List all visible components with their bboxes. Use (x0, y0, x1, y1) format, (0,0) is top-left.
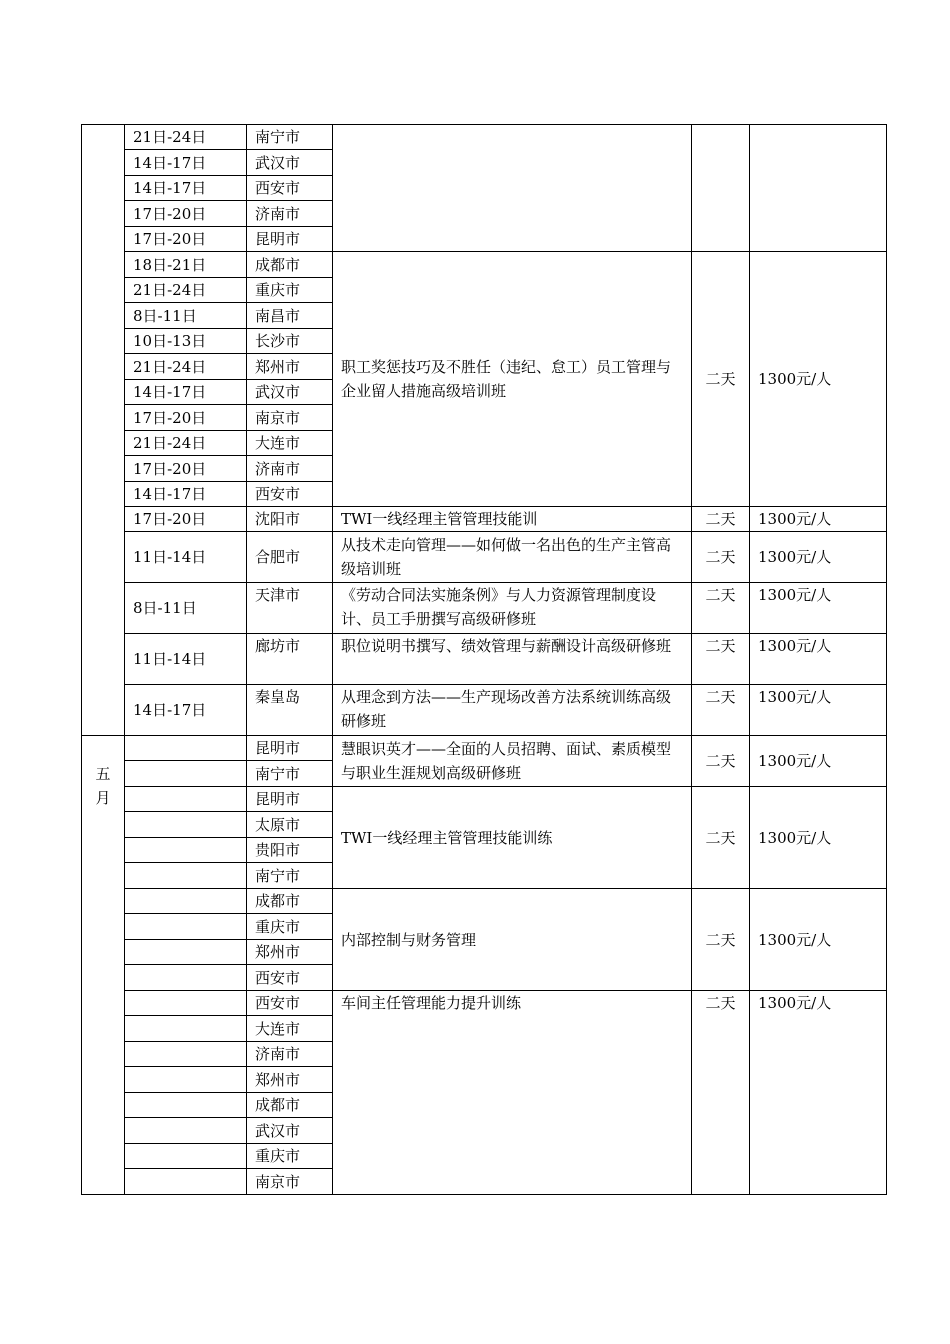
city-cell: 郑州市 (247, 354, 333, 380)
city-cell: 贵阳市 (247, 838, 333, 863)
city-cell: 大连市 (247, 431, 333, 456)
table-row (82, 532, 887, 583)
city-cell: 南昌市 (247, 303, 333, 329)
date-cell: 18日-21日 (125, 252, 247, 278)
duration-cell: 二天 (692, 507, 750, 532)
date-cell (125, 1093, 247, 1118)
duration-cell: 二天 (692, 685, 750, 736)
date-cell (125, 965, 247, 991)
table-row (82, 685, 887, 736)
date-cell (125, 761, 247, 787)
date-cell: 14日-17日 (125, 380, 247, 405)
city-cell: 西安市 (247, 991, 333, 1016)
date-cell: 21日-24日 (125, 354, 247, 380)
date-cell (125, 1144, 247, 1169)
date-cell: 11日-14日 (125, 634, 247, 685)
date-cell: 11日-14日 (125, 532, 247, 583)
course-title-cell (333, 125, 692, 252)
date-cell: 14日-17日 (125, 482, 247, 507)
city-cell: 重庆市 (247, 278, 333, 303)
table-row (82, 991, 887, 1016)
city-cell: 合肥市 (247, 532, 333, 583)
date-cell: 17日-20日 (125, 201, 247, 227)
date-cell: 8日-11日 (125, 583, 247, 634)
course-title-cell: 职位说明书撰写、绩效管理与薪酬设计高级研修班 (333, 634, 692, 685)
month-cell (82, 125, 125, 736)
duration-cell: 二天 (692, 991, 750, 1195)
date-cell: 17日-20日 (125, 456, 247, 482)
city-cell: 济南市 (247, 1042, 333, 1067)
price-cell: 1300元/人 (750, 991, 887, 1195)
date-cell: 21日-24日 (125, 125, 247, 150)
date-cell (125, 863, 247, 889)
price-cell: 1300元/人 (750, 532, 887, 583)
date-cell (125, 736, 247, 761)
city-cell: 成都市 (247, 1093, 333, 1118)
course-title-cell: 从技术走向管理——如何做一名出色的生产主管高级培训班 (333, 532, 692, 583)
table-row (82, 252, 887, 278)
date-cell: 14日-17日 (125, 176, 247, 201)
city-cell: 郑州市 (247, 1067, 333, 1093)
duration-cell (692, 125, 750, 252)
price-cell: 1300元/人 (750, 787, 887, 889)
course-title-cell: 职工奖惩技巧及不胜任（违纪、怠工）员工管理与企业留人措施高级培训班 (333, 252, 692, 507)
city-cell: 西安市 (247, 965, 333, 991)
table-row (82, 889, 887, 914)
city-cell: 昆明市 (247, 787, 333, 812)
city-cell: 沈阳市 (247, 507, 333, 532)
duration-cell: 二天 (692, 787, 750, 889)
date-cell: 21日-24日 (125, 431, 247, 456)
duration-cell: 二天 (692, 583, 750, 634)
price-cell: 1300元/人 (750, 507, 887, 532)
city-cell: 昆明市 (247, 227, 333, 252)
date-cell (125, 1042, 247, 1067)
date-cell (125, 1016, 247, 1042)
city-cell: 昆明市 (247, 736, 333, 761)
date-cell: 21日-24日 (125, 278, 247, 303)
duration-cell: 二天 (692, 532, 750, 583)
city-cell: 武汉市 (247, 380, 333, 405)
city-cell: 大连市 (247, 1016, 333, 1042)
table-row (82, 583, 887, 634)
course-title-cell: TWI一线经理主管管理技能训练 (333, 787, 692, 889)
city-cell: 济南市 (247, 201, 333, 227)
city-cell: 郑州市 (247, 940, 333, 965)
city-cell: 南京市 (247, 405, 333, 431)
date-cell: 14日-17日 (125, 150, 247, 176)
city-cell: 秦皇岛 (247, 685, 333, 736)
date-cell (125, 889, 247, 914)
city-cell: 南京市 (247, 1169, 333, 1195)
duration-cell: 二天 (692, 889, 750, 991)
course-title-cell: TWI一线经理主管管理技能训 (333, 507, 692, 532)
city-cell: 武汉市 (247, 1118, 333, 1144)
table-row (82, 787, 887, 812)
price-cell: 1300元/人 (750, 889, 887, 991)
table-row (82, 507, 887, 532)
course-title-cell: 《劳动合同法实施条例》与人力资源管理制度设计、员工手册撰写高级研修班 (333, 583, 692, 634)
schedule-table (81, 124, 887, 1195)
city-cell: 长沙市 (247, 329, 333, 354)
date-cell (125, 1067, 247, 1093)
city-cell: 廊坊市 (247, 634, 333, 685)
city-cell: 西安市 (247, 176, 333, 201)
date-cell: 17日-20日 (125, 227, 247, 252)
city-cell: 西安市 (247, 482, 333, 507)
course-title-cell: 内部控制与财务管理 (333, 889, 692, 991)
price-cell: 1300元/人 (750, 736, 887, 787)
city-cell: 武汉市 (247, 150, 333, 176)
date-cell (125, 1169, 247, 1195)
city-cell: 天津市 (247, 583, 333, 634)
duration-cell: 二天 (692, 634, 750, 685)
date-cell (125, 1118, 247, 1144)
city-cell: 重庆市 (247, 914, 333, 940)
date-cell: 14日-17日 (125, 685, 247, 736)
duration-cell: 二天 (692, 252, 750, 507)
month-cell (82, 736, 125, 1195)
date-cell: 8日-11日 (125, 303, 247, 329)
duration-cell: 二天 (692, 736, 750, 787)
price-cell: 1300元/人 (750, 685, 887, 736)
date-cell (125, 838, 247, 863)
course-title-cell: 车间主任管理能力提升训练 (333, 991, 692, 1195)
city-cell: 南宁市 (247, 125, 333, 150)
date-cell (125, 991, 247, 1016)
date-cell (125, 940, 247, 965)
city-cell: 济南市 (247, 456, 333, 482)
city-cell: 重庆市 (247, 1144, 333, 1169)
city-cell: 成都市 (247, 889, 333, 914)
date-cell (125, 812, 247, 838)
price-cell: 1300元/人 (750, 583, 887, 634)
course-title-cell: 慧眼识英才——全面的人员招聘、面试、素质模型与职业生涯规划高级研修班 (333, 736, 692, 787)
date-cell (125, 787, 247, 812)
course-title-cell: 从理念到方法——生产现场改善方法系统训练高级研修班 (333, 685, 692, 736)
city-cell: 南宁市 (247, 761, 333, 787)
price-cell: 1300元/人 (750, 252, 887, 507)
table-row (82, 125, 887, 150)
city-cell: 成都市 (247, 252, 333, 278)
table-row (82, 634, 887, 685)
price-cell: 1300元/人 (750, 634, 887, 685)
city-cell: 太原市 (247, 812, 333, 838)
city-cell: 南宁市 (247, 863, 333, 889)
price-cell (750, 125, 887, 252)
date-cell: 10日-13日 (125, 329, 247, 354)
date-cell: 17日-20日 (125, 507, 247, 532)
date-cell: 17日-20日 (125, 405, 247, 431)
month-label: 五月 (95, 765, 111, 807)
schedule-body (82, 125, 887, 1195)
table-row (82, 736, 887, 761)
date-cell (125, 914, 247, 940)
